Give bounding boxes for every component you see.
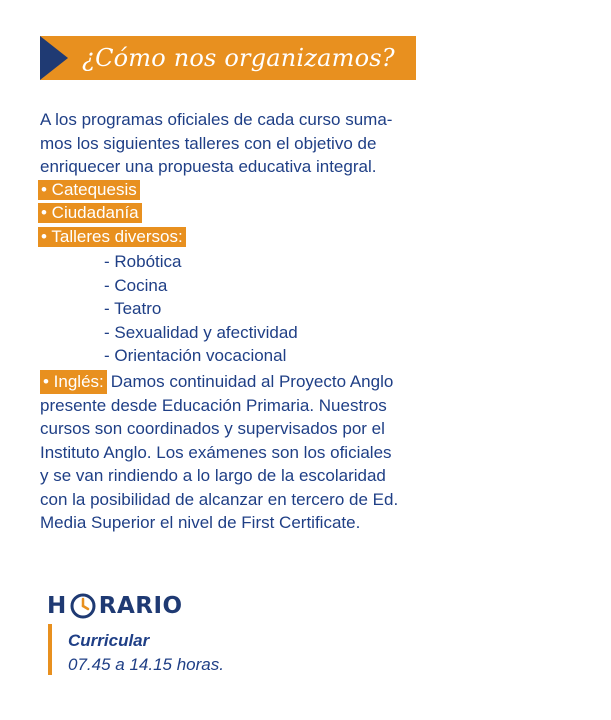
workshop-catequesis-row (38, 180, 140, 200)
ingles-line: y se van rindiendo a lo largo de la escolaridad (40, 466, 386, 485)
ingles-line: con la posibilidad de alcanzar en tercero de Ed. (40, 489, 399, 509)
workshop-talleres-tag: • Talleres diversos: (38, 227, 186, 247)
horario-accent-bar (48, 624, 52, 675)
page-title: ¿Cómo nos organizamos? (82, 44, 395, 72)
intro-line: mos los siguientes talleres con el objetivo de (40, 133, 377, 153)
horario-title-start: H (47, 593, 67, 619)
horario-subtitle: Curricular (68, 631, 150, 650)
ingles-paragraph (40, 370, 420, 535)
ingles-line: Media Superior el nivel de First Certificate. (40, 513, 361, 532)
ingles-line: cursos son coordinados y supervisados por el (40, 419, 385, 438)
list-item: - Robótica (104, 252, 182, 271)
horario-heading (47, 591, 183, 621)
list-item: - Teatro (104, 299, 162, 318)
list-item: - Cocina (104, 275, 168, 295)
talleres-list (104, 250, 298, 368)
intro-line: enriquecer una propuesta educativa integral. (40, 157, 377, 176)
banner-triangle-icon (40, 36, 68, 80)
ingles-tag: • Inglés: (40, 370, 107, 394)
ingles-line: Damos continuidad al Proyecto Anglo (110, 372, 394, 391)
horario-hours: 07.45 a 14.15 horas. (68, 655, 224, 674)
workshop-ciudadania-tag: • Ciudadanía (38, 203, 142, 223)
ingles-line: Instituto Anglo. Los exámenes son los oficiales (40, 442, 392, 462)
horario-title-end: RARIO (98, 593, 183, 619)
intro-line: A los programas oficiales de cada curso suma- (40, 110, 393, 129)
ingles-line: presente desde Educación Primaria. Nuestros (40, 395, 387, 415)
workshop-talleres-row (38, 227, 186, 247)
intro-paragraph (40, 108, 420, 179)
list-item: - Orientación vocacional (104, 346, 287, 365)
clock-icon (70, 593, 96, 619)
ingles-first-line (40, 370, 420, 394)
workshop-catequesis-tag: • Catequesis (38, 180, 140, 200)
workshop-ciudadania-row (38, 203, 142, 223)
list-item: - Sexualidad y afectividad (104, 322, 298, 342)
